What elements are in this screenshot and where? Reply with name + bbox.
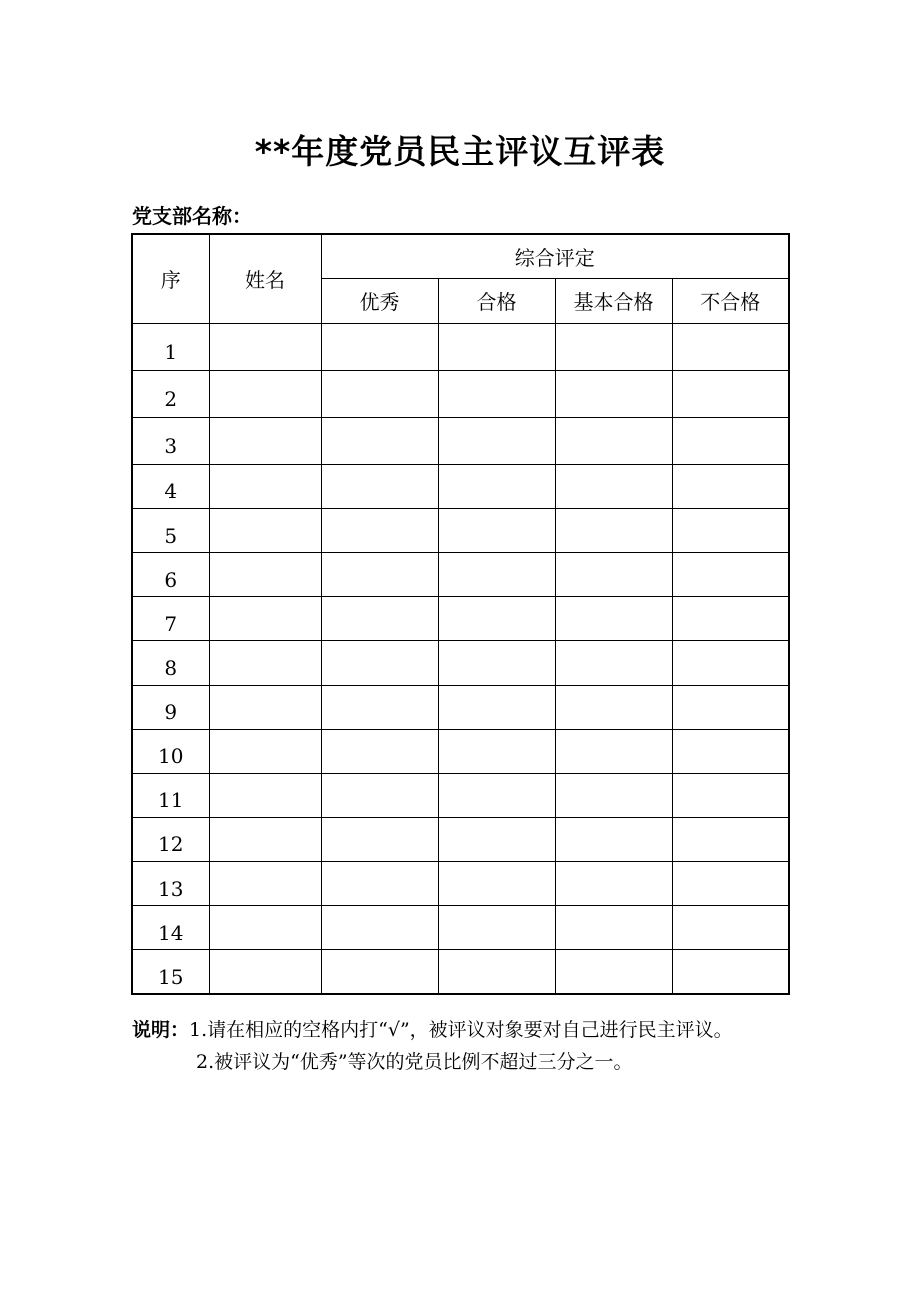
unqualified-cell[interactable] [672, 729, 789, 773]
excellent-cell[interactable] [321, 323, 438, 370]
basically-qualified-cell[interactable] [555, 464, 672, 508]
qualified-cell[interactable] [438, 685, 555, 729]
row-number: 6 [132, 553, 209, 597]
table-row [132, 950, 789, 994]
basically-qualified-cell[interactable] [555, 773, 672, 817]
row-number: 1 [132, 323, 209, 370]
name-cell[interactable] [209, 509, 321, 553]
table-row [132, 685, 789, 729]
row-number: 3 [132, 417, 209, 464]
name-cell[interactable] [209, 906, 321, 950]
name-cell[interactable] [209, 817, 321, 861]
note-1: 1.请在相应的空格内打“√”，被评议对象要对自己进行民主评议。 [189, 1019, 733, 1041]
qualified-cell[interactable] [438, 641, 555, 685]
header-overall-rating: 综合评定 [321, 234, 789, 278]
unqualified-cell[interactable] [672, 906, 789, 950]
excellent-cell[interactable] [321, 950, 438, 994]
basically-qualified-cell[interactable] [555, 685, 672, 729]
qualified-cell[interactable] [438, 417, 555, 464]
unqualified-cell[interactable] [672, 417, 789, 464]
table-row [132, 729, 789, 773]
qualified-cell[interactable] [438, 773, 555, 817]
qualified-cell[interactable] [438, 370, 555, 417]
basically-qualified-cell[interactable] [555, 509, 672, 553]
row-number: 12 [132, 817, 209, 861]
table-row [132, 862, 789, 906]
page-title: **年度党员民主评议互评表 [254, 132, 666, 171]
table-row [132, 509, 789, 553]
name-cell[interactable] [209, 862, 321, 906]
unqualified-cell[interactable] [672, 862, 789, 906]
basically-qualified-cell[interactable] [555, 370, 672, 417]
name-cell[interactable] [209, 597, 321, 641]
name-cell[interactable] [209, 773, 321, 817]
qualified-cell[interactable] [438, 323, 555, 370]
header-qualified: 合格 [438, 278, 555, 323]
name-cell[interactable] [209, 729, 321, 773]
excellent-cell[interactable] [321, 464, 438, 508]
table-row [132, 323, 789, 370]
unqualified-cell[interactable] [672, 553, 789, 597]
table-row [132, 553, 789, 597]
unqualified-cell[interactable] [672, 817, 789, 861]
excellent-cell[interactable] [321, 685, 438, 729]
basically-qualified-cell[interactable] [555, 417, 672, 464]
notes-label: 说明： [132, 1019, 190, 1041]
table-row [132, 464, 789, 508]
name-cell[interactable] [209, 464, 321, 508]
qualified-cell[interactable] [438, 597, 555, 641]
row-number: 4 [132, 464, 209, 508]
qualified-cell[interactable] [438, 906, 555, 950]
excellent-cell[interactable] [321, 370, 438, 417]
name-cell[interactable] [209, 553, 321, 597]
header-seq: 序 [132, 234, 209, 323]
row-number: 11 [132, 773, 209, 817]
basically-qualified-cell[interactable] [555, 817, 672, 861]
excellent-cell[interactable] [321, 817, 438, 861]
unqualified-cell[interactable] [672, 323, 789, 370]
table-row [132, 417, 789, 464]
row-number: 15 [132, 950, 209, 994]
row-number: 9 [132, 685, 209, 729]
row-number: 13 [132, 862, 209, 906]
basically-qualified-cell[interactable] [555, 950, 672, 994]
qualified-cell[interactable] [438, 509, 555, 553]
unqualified-cell[interactable] [672, 641, 789, 685]
excellent-cell[interactable] [321, 862, 438, 906]
excellent-cell[interactable] [321, 641, 438, 685]
table-row [132, 370, 789, 417]
basically-qualified-cell[interactable] [555, 862, 672, 906]
header-name: 姓名 [209, 234, 321, 323]
name-cell[interactable] [209, 370, 321, 417]
basically-qualified-cell[interactable] [555, 553, 672, 597]
excellent-cell[interactable] [321, 729, 438, 773]
table-row [132, 597, 789, 641]
basically-qualified-cell[interactable] [555, 323, 672, 370]
unqualified-cell[interactable] [672, 950, 789, 994]
qualified-cell[interactable] [438, 729, 555, 773]
row-number: 14 [132, 906, 209, 950]
qualified-cell[interactable] [438, 553, 555, 597]
unqualified-cell[interactable] [672, 370, 789, 417]
name-cell[interactable] [209, 323, 321, 370]
table-row [132, 641, 789, 685]
row-number: 8 [132, 641, 209, 685]
row-number: 7 [132, 597, 209, 641]
unqualified-cell[interactable] [672, 597, 789, 641]
excellent-cell[interactable] [321, 417, 438, 464]
qualified-cell[interactable] [438, 464, 555, 508]
basically-qualified-cell[interactable] [555, 729, 672, 773]
header-excellent: 优秀 [321, 278, 438, 323]
unqualified-cell[interactable] [672, 773, 789, 817]
table-row [132, 773, 789, 817]
row-number: 10 [132, 729, 209, 773]
name-cell[interactable] [209, 685, 321, 729]
basically-qualified-cell[interactable] [555, 641, 672, 685]
note-2: 2.被评议为“优秀”等次的党员比例不超过三分之一。 [196, 1051, 633, 1073]
evaluation-table [131, 233, 790, 995]
qualified-cell[interactable] [438, 950, 555, 994]
row-number: 2 [132, 370, 209, 417]
excellent-cell[interactable] [321, 553, 438, 597]
header-basically-qualified: 基本合格 [555, 278, 672, 323]
qualified-cell[interactable] [438, 817, 555, 861]
name-cell[interactable] [209, 641, 321, 685]
name-cell[interactable] [209, 417, 321, 464]
notes [132, 1014, 733, 1078]
unqualified-cell[interactable] [672, 685, 789, 729]
table-row [132, 817, 789, 861]
excellent-cell[interactable] [321, 906, 438, 950]
unqualified-cell[interactable] [672, 464, 789, 508]
header-unqualified: 不合格 [672, 278, 789, 323]
excellent-cell[interactable] [321, 773, 438, 817]
qualified-cell[interactable] [438, 862, 555, 906]
table-row [132, 906, 789, 950]
excellent-cell[interactable] [321, 509, 438, 553]
branch-name-label: 党支部名称： [132, 204, 252, 228]
excellent-cell[interactable] [321, 597, 438, 641]
unqualified-cell[interactable] [672, 509, 789, 553]
basically-qualified-cell[interactable] [555, 597, 672, 641]
basically-qualified-cell[interactable] [555, 906, 672, 950]
row-number: 5 [132, 509, 209, 553]
name-cell[interactable] [209, 950, 321, 994]
